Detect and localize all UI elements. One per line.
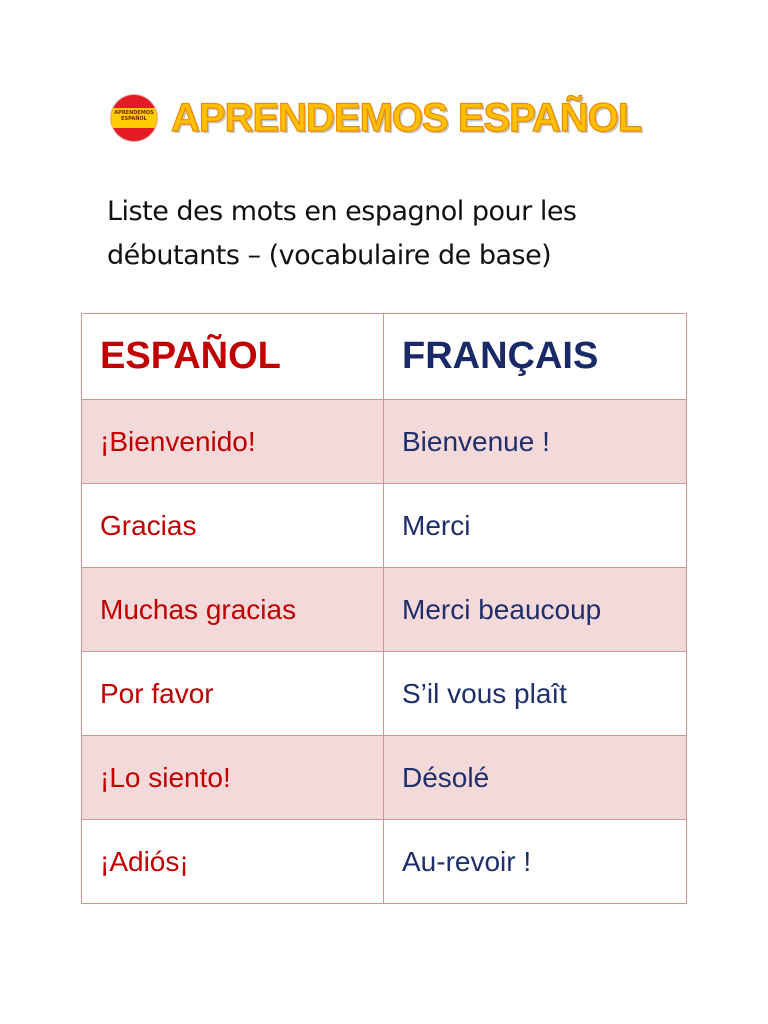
table-row [82,400,687,484]
cell-francais: Bienvenue ! [384,400,687,484]
cell-francais: S’il vous plaît [384,652,687,736]
page-subtitle [107,190,707,278]
cell-espanol: Gracias [82,484,384,568]
cell-espanol: ¡Lo siento! [82,736,384,820]
cell-espanol: ¡Bienvenido! [82,400,384,484]
cell-francais: Au-revoir ! [384,820,687,904]
logo-text-line2: ESPAÑOL [121,116,147,122]
logo-text-line1: APRENDEMOS [114,110,154,116]
subtitle-line1: Liste des mots en espagnol pour les [107,196,577,227]
header-francais: FRANÇAIS [384,314,687,400]
table-row [82,820,687,904]
table-row [82,736,687,820]
subtitle-line2: débutants – (vocabulaire de base) [107,240,552,271]
cell-espanol: Por favor [82,652,384,736]
logo-text [111,110,157,122]
brand-title: APRENDEMOS ESPAÑOL [171,96,642,140]
cell-espanol: Muchas gracias [82,568,384,652]
header-espanol: ESPAÑOL [82,314,384,400]
cell-francais: Merci beaucoup [384,568,687,652]
cell-francais: Merci [384,484,687,568]
table-row [82,568,687,652]
spain-flag-logo-icon [111,95,157,141]
cell-francais: Désolé [384,736,687,820]
cell-espanol: ¡Adiós¡ [82,820,384,904]
table-row [82,652,687,736]
vocabulary-table [81,313,687,904]
table-header-row [82,314,687,400]
brand-header [111,92,641,144]
table-row [82,484,687,568]
